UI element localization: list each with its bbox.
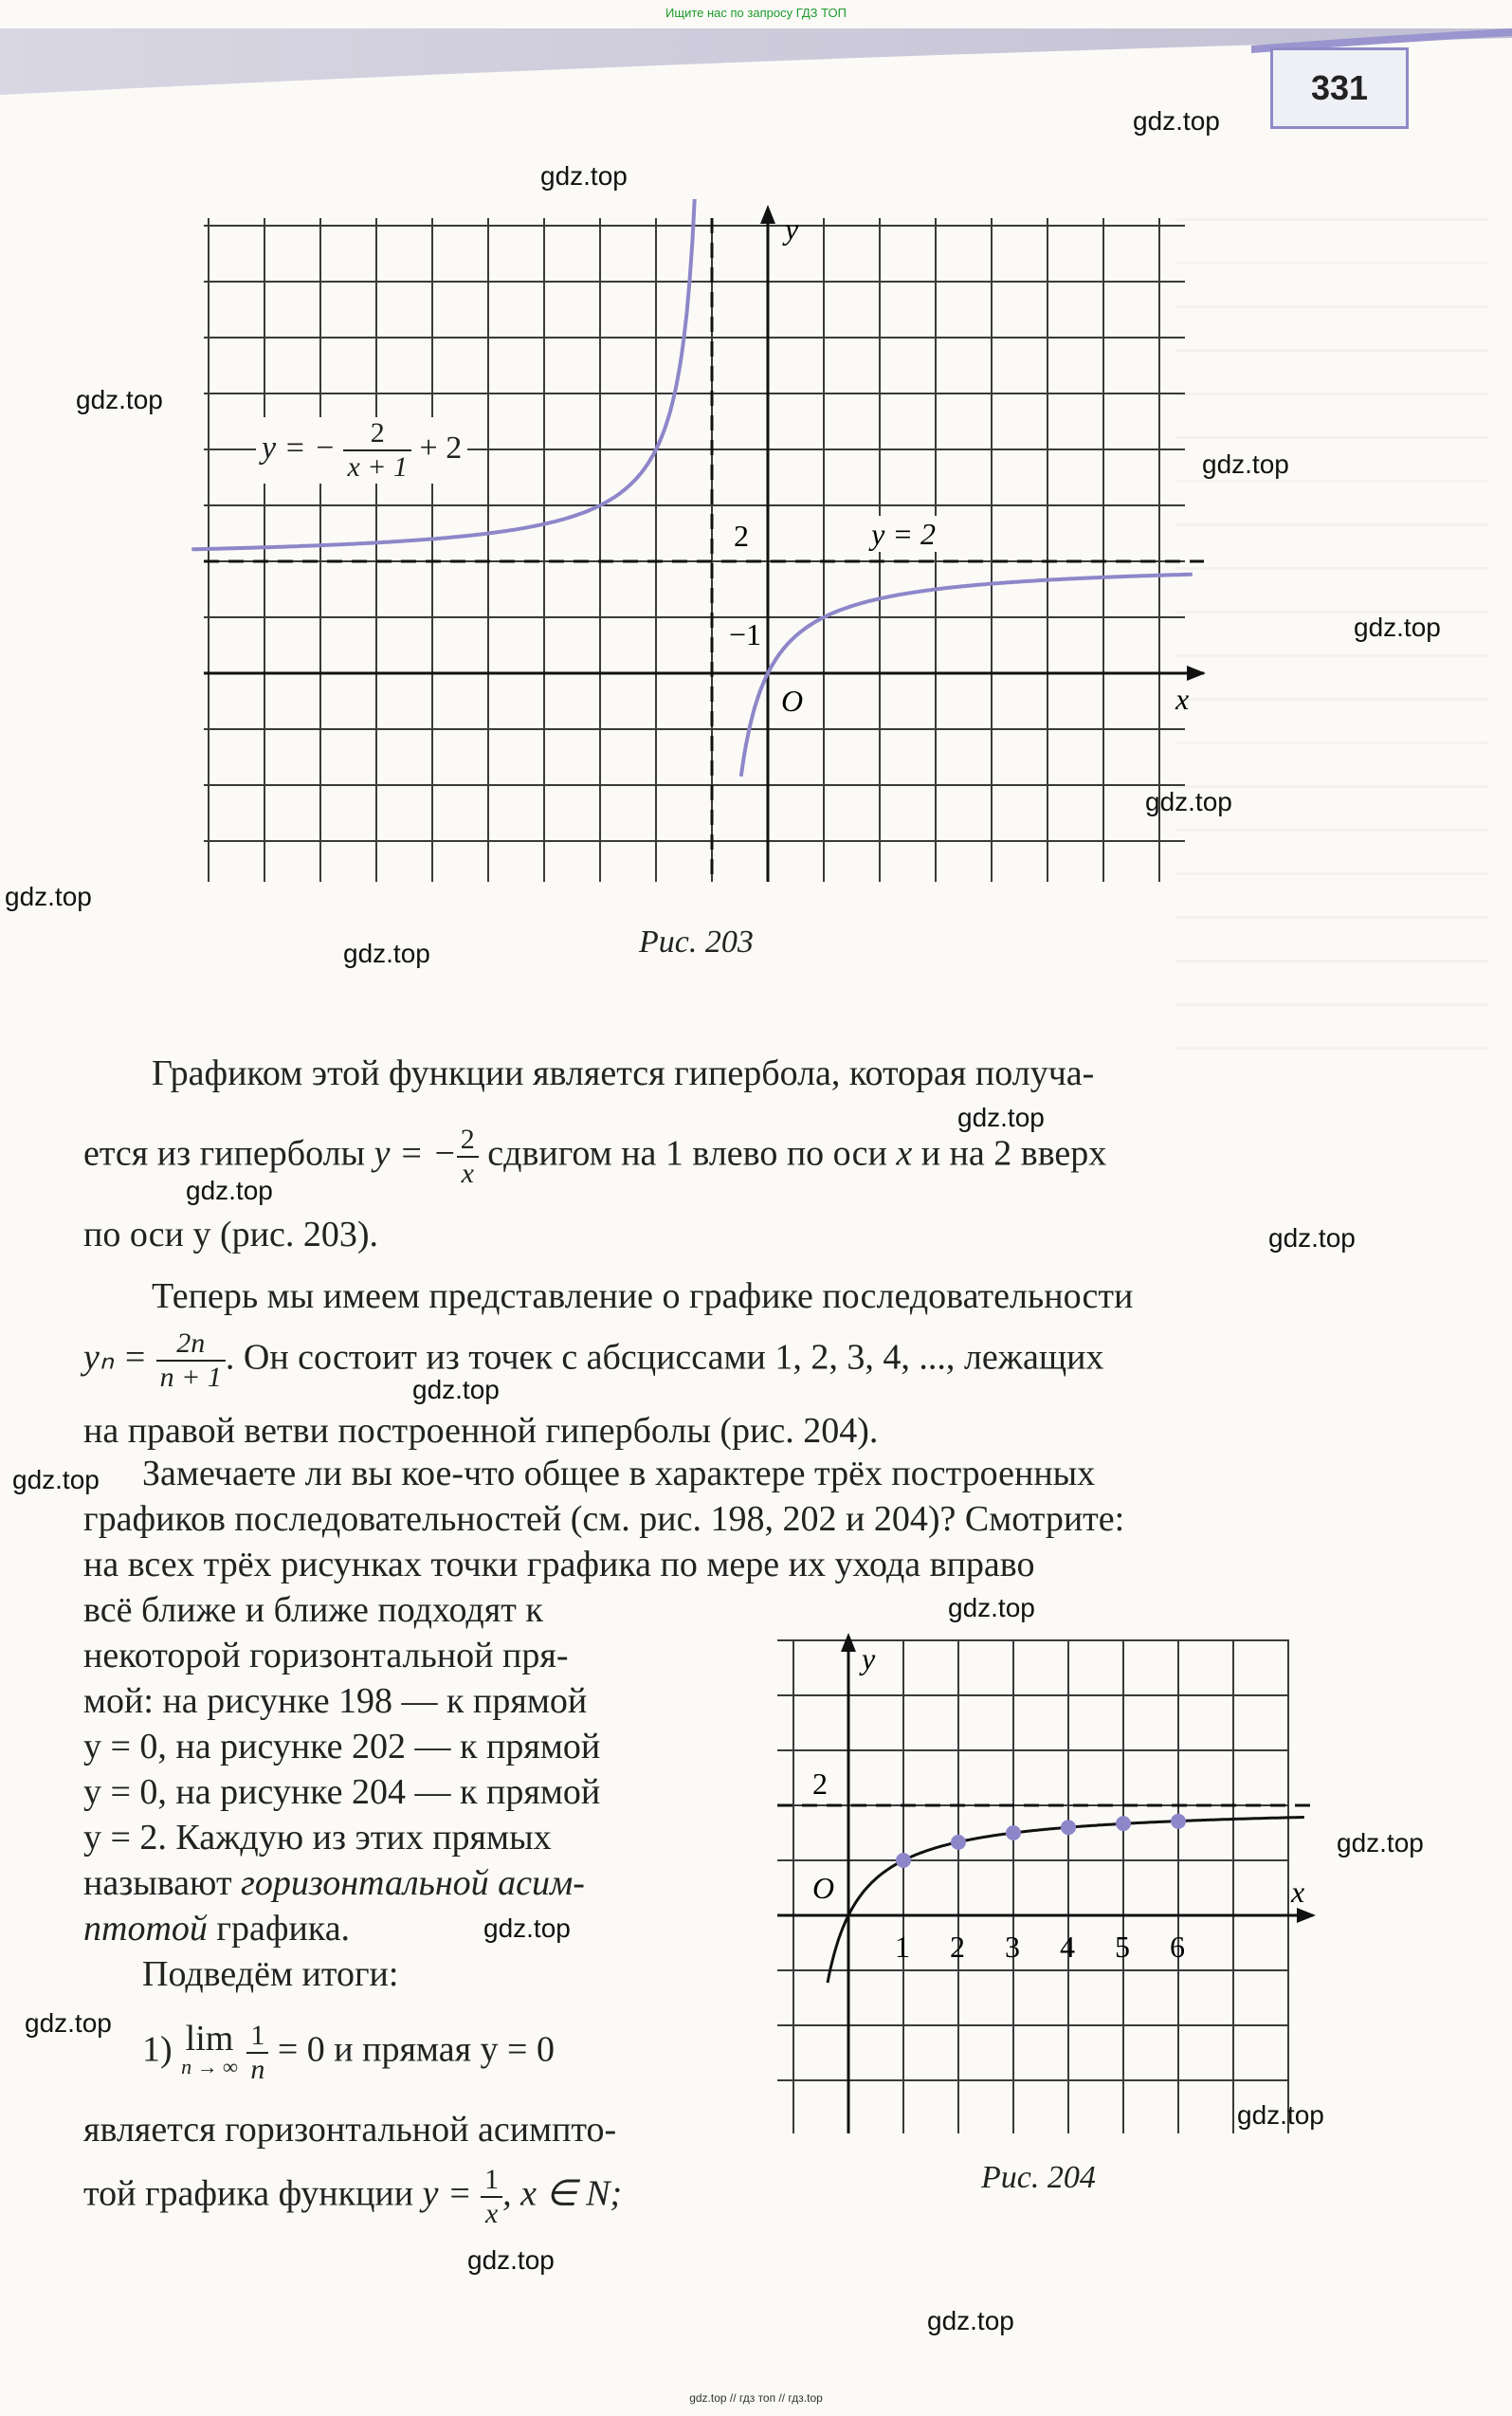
- figure-203-caption: Рис. 203: [639, 924, 754, 960]
- p1-text-c: и на 2 вверх: [920, 1133, 1107, 1174]
- y-tick-2-label: 2: [812, 1766, 828, 1801]
- p2-fraction: [156, 1327, 226, 1394]
- bleed-through-texture: [1175, 218, 1488, 1071]
- p3-term-a: горизонтальной асим-: [241, 1863, 585, 1903]
- y-axis-arrow: [841, 1633, 856, 1652]
- hyperbola-right-branch: [741, 575, 1193, 777]
- p2-rest: . Он состоит из точек с абсциссами 1, 2, 3, 4, ..., лежащих: [225, 1337, 1104, 1378]
- watermark: gdz.top: [1133, 106, 1220, 136]
- formula-rhs: + 2: [419, 430, 463, 466]
- page-number: 331: [1270, 47, 1409, 129]
- summary-text-b: = 0 и прямая y = 0: [277, 2029, 555, 2070]
- paragraph-3-line-1: Замечаете ли вы кое-что общее в характере трёх построенных: [142, 1454, 1096, 1493]
- paragraph-3-line-6: мой: на рисунке 198 — к прямой: [83, 1681, 588, 1721]
- x-tick-label: 1: [895, 1930, 910, 1964]
- summary-item-number: 1): [142, 2029, 173, 2070]
- p1-num: 2: [457, 1124, 479, 1158]
- p1-var-x: x: [896, 1133, 913, 1174]
- sequence-point: [1006, 1825, 1021, 1840]
- watermark: gdz.top: [5, 882, 92, 911]
- watermark: gdz.top: [957, 1103, 1045, 1132]
- watermark: gdz.top: [186, 1176, 273, 1205]
- sequence-point: [951, 1835, 966, 1850]
- x-axis-label: x: [1291, 1875, 1305, 1909]
- p1-den: x: [461, 1158, 474, 1189]
- summary-heading: Подведём итоги:: [142, 1954, 399, 1994]
- p1-eq-lhs: y = −: [373, 1133, 457, 1174]
- watermark: gdz.top: [927, 2306, 1014, 2335]
- p3-graph-word: графика.: [216, 1909, 351, 1949]
- watermark: gdz.top: [343, 939, 430, 968]
- sequence-point: [1116, 1816, 1131, 1831]
- watermark: gdz.top: [1202, 449, 1289, 479]
- paragraph-2-line-2: [83, 1327, 1103, 1394]
- x-axis-label: x: [1175, 682, 1190, 716]
- watermark: gdz.top: [483, 1913, 571, 1943]
- summary-den: n: [250, 2054, 265, 2085]
- summary-fn-fraction: [481, 2164, 502, 2230]
- paragraph-3-line-11: [83, 1906, 350, 1951]
- lim-subscript: n → ∞: [181, 2055, 238, 2078]
- x-axis-arrow: [1297, 1908, 1316, 1923]
- watermark: gdz.top: [1145, 787, 1232, 816]
- p2-num: 2n: [156, 1327, 226, 1362]
- summary-item-1: [142, 2020, 555, 2086]
- watermark: gdz.top: [1337, 1828, 1424, 1858]
- watermark: gdz.top: [948, 1593, 1035, 1622]
- summary-num: 1: [246, 2020, 268, 2054]
- figure-203-formula: [256, 417, 467, 484]
- summary-item-1-line-2: является горизонтальной асимпто-: [83, 2110, 617, 2150]
- asymptote-label: y = 2: [871, 517, 936, 551]
- paragraph-2-line-3: на правой ветви построенной гиперболы (рис. 204).: [83, 1411, 879, 1451]
- lim-word: lim: [185, 2019, 234, 2059]
- figure-204-caption: Рис. 204: [981, 2160, 1096, 2195]
- bottom-banner: gdz.top // гдз топ // гдз.top: [689, 2391, 823, 2405]
- p1-text-a: ется из гиперболы: [83, 1133, 366, 1174]
- y-axis-arrow: [760, 205, 775, 224]
- paragraph-1-line-3: по оси y (рис. 203).: [83, 1215, 378, 1254]
- summary-fn-den: x: [484, 2198, 499, 2229]
- paragraph-3-line-4: всё ближе и ближе подходят к: [83, 1590, 543, 1630]
- y-axis-label: y: [785, 211, 799, 246]
- p2-den: n + 1: [159, 1362, 222, 1393]
- y-axis-label: y: [862, 1641, 876, 1675]
- watermark: gdz.top: [76, 385, 163, 414]
- formula-lhs: y = −: [262, 430, 336, 466]
- summary-item-1-line-3: [83, 2164, 622, 2230]
- origin-label: O: [812, 1871, 835, 1905]
- p3-term-b: птотой: [83, 1909, 208, 1949]
- paragraph-3-line-5: некоторой горизонтальной пря-: [83, 1636, 569, 1675]
- summary-fraction: [246, 2020, 268, 2086]
- x-tick-label: 3: [1005, 1930, 1020, 1964]
- p1-fraction: [457, 1124, 479, 1190]
- paragraph-2-line-1: Теперь мы имеем представление о графике последовательности: [152, 1276, 1134, 1316]
- limit-operator: [181, 2019, 238, 2081]
- summary-fn-num: 1: [481, 2164, 502, 2198]
- watermark: gdz.top: [1237, 2100, 1324, 2130]
- watermark: gdz.top: [1354, 613, 1441, 642]
- x-tick-label: 4: [1060, 1930, 1075, 1964]
- paragraph-3-line-9: y = 2. Каждую из этих прямых: [83, 1818, 552, 1858]
- p2-eq-lhs: yₙ =: [83, 1337, 148, 1378]
- watermark: gdz.top: [540, 161, 628, 191]
- paragraph-3-line-7: y = 0, на рисунке 202 — к прямой: [83, 1727, 601, 1766]
- figure-203: [190, 199, 1213, 920]
- x-axis-arrow: [1187, 666, 1206, 681]
- hyperbola-left-branch: [191, 199, 703, 549]
- figure-204: [758, 1631, 1327, 2162]
- watermark: gdz.top: [412, 1375, 500, 1404]
- sequence-point: [896, 1853, 911, 1868]
- paragraph-3-line-3: на всех трёх рисунках точки графика по мере их ухода вправо: [83, 1545, 1035, 1584]
- paragraph-1-line-1: Графиком этой функции является гипербола, которая получа-: [152, 1053, 1095, 1093]
- watermark: gdz.top: [467, 2245, 555, 2275]
- summary-fn-text: той графика функции: [83, 2173, 414, 2214]
- paragraph-3-line-8: y = 0, на рисунке 204 — к прямой: [83, 1772, 601, 1812]
- sequence-point: [1171, 1814, 1186, 1829]
- summary-fn-eq: y =: [422, 2173, 472, 2214]
- top-banner: Ищите нас по запросу ГДЗ ТОП: [665, 6, 847, 20]
- formula-numerator: 2: [343, 417, 411, 451]
- x-tick-label: 5: [1115, 1930, 1130, 1964]
- summary-fn-domain: , x ∈ N;: [502, 2173, 623, 2214]
- paragraph-3-line-10: [83, 1860, 585, 1906]
- x-tick-label: 6: [1170, 1930, 1185, 1964]
- p3-called: называют: [83, 1863, 232, 1903]
- x-tick-label: 2: [950, 1930, 965, 1964]
- paragraph-3-line-2: графиков последовательностей (см. рис. 198, 202 и 204)? Смотрите:: [83, 1499, 1125, 1539]
- origin-label: O: [781, 684, 804, 718]
- watermark: gdz.top: [1268, 1223, 1356, 1253]
- watermark: gdz.top: [12, 1465, 100, 1494]
- p1-text-b: сдвигом на 1 влево по оси: [487, 1133, 887, 1174]
- sequence-point: [1061, 1820, 1076, 1835]
- x-tick-minus1-label: −1: [729, 617, 762, 651]
- formula-denominator: x + 1: [347, 451, 409, 483]
- watermark: gdz.top: [25, 2008, 112, 2038]
- formula-fraction: [343, 417, 411, 484]
- y-tick-2-label: 2: [734, 519, 749, 553]
